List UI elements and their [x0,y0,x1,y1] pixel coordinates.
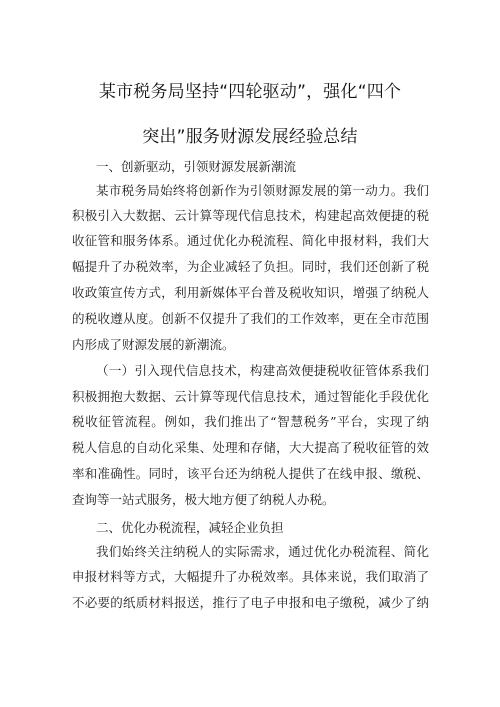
paragraph-line: 某市税务局始终将创新作为引领财源发展的第一动力。我们 [96,183,429,198]
paragraph-line: （一）引入现代信息技术，构建高效便捷税收征管体系我们 [96,363,429,378]
paragraph-line: 幅提升了办税效率，为企业减轻了负担。同时，我们还创新了税 [72,259,429,274]
paragraph-line: 积极拥抱大数据、云计算等现代信息技术，通过智能化手段优化 [72,389,429,404]
paragraph-line: 我们始终关注纳税人的实际需求，通过优化办税流程、简化 [96,544,429,559]
paragraph-line: 不必要的纸质材料报送，推行了电子申报和电子缴税，减少了纳 [72,595,429,610]
section-2-heading: 二、优化办税流程，减轻企业负担 [96,520,284,535]
paragraph-line: 积极引入大数据、云计算等现代信息技术，构建起高效便捷的税 [72,208,429,223]
paragraph-line: 查询等一站式服务，极大地方便了纳税人办税。 [72,492,335,507]
document-title-line-2: 突出”服务财源发展经验总结 [142,127,358,147]
document-title-line-1: 某市税务局坚持“四轮驱动”，强化“四个 [98,82,402,102]
section-1-heading: 一、创新驱动，引领财源发展新潮流 [96,159,297,174]
paragraph-line: 的税收遵从度。创新不仅提升了我们的工作效率，更在全市范围 [72,311,429,326]
paragraph-line: 申报材料等方式，大幅提升了办税效率。具体来说，我们取消了 [72,569,429,584]
paragraph-line: 率和准确性。同时，该平台还为纳税人提供了在线申报、缴税、 [72,466,429,481]
paragraph-line: 税收征管流程。例如，我们推出了“智慧税务”平台，实现了纳 [72,414,429,429]
paragraph-line: 税人信息的自动化采集、处理和存储，大大提高了税收征管的效 [72,440,429,455]
paragraph-line: 收征管和服务体系。通过优化办税流程、简化申报材料，我们大 [72,233,429,248]
paragraph-line: 内形成了财源发展的新潮流。 [72,337,235,352]
paragraph-line: 收政策宣传方式，利用新媒体平台普及税收知识，增强了纳税人 [72,285,429,300]
